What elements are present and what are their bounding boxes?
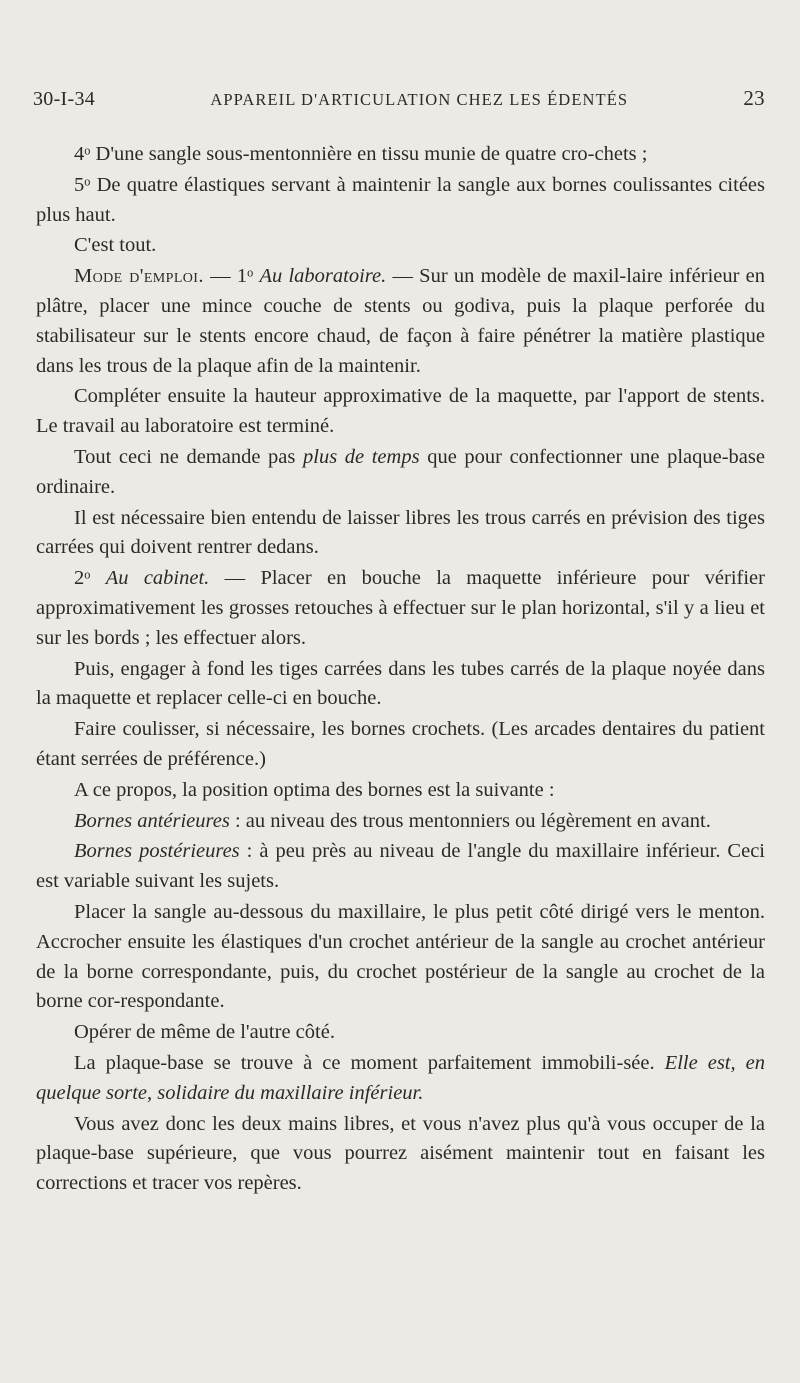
paragraph-text: : à peu près au niveau de l'angle du maxillaire inférieur. Ceci est variable suivant les sujets. xyxy=(36,840,766,893)
paragraph-mode-emploi xyxy=(36,262,765,381)
item-number: 2 xyxy=(74,567,85,590)
item-number: 4 xyxy=(74,143,85,165)
paragraph-bornes-anterieures xyxy=(36,807,765,837)
paragraph-item-4 xyxy=(36,140,765,170)
paragraph: Puis, engager à fond les tiges carrées dans les tubes carrés de la plaque noyée dans la maquette et replacer celle-ci en bouche. xyxy=(36,657,765,710)
paragraph-au-cabinet xyxy=(36,564,765,653)
section-label: Mode d'emploi. xyxy=(74,265,204,288)
paragraph: Faire coulisser, si nécessaire, les bornes crochets. (Les arcades dentaires du patient étant serrées de préférence.) xyxy=(36,718,765,770)
paragraph-bornes-posterieures xyxy=(36,837,765,897)
body-text xyxy=(36,140,765,1199)
header-title: APPAREIL D'ARTICULATION CHEZ LES ÉDENTÉS xyxy=(210,90,629,109)
paragraph-text: : au niveau des trous mentonniers ou légèrement en avant. xyxy=(229,809,711,832)
paragraph: C'est tout. xyxy=(74,234,157,257)
paragraph-text: La plaque-base se trouve à ce moment parfaitement immobili-sée. xyxy=(74,1051,665,1074)
ordinal-mark: o xyxy=(84,567,91,582)
paragraph-text: — Placer en bouche la maquette inférieure pour vérifier approximativement les grosses retouches à effectuer sur le plan horizontal, s'il y a lieu et sur les bords ; les effectuer alors. xyxy=(36,567,765,649)
item-number: 5 xyxy=(74,173,85,196)
paragraph xyxy=(36,1049,765,1109)
emphasis: Elle est, en quelque sorte, solidaire du maxillaire inférieur. xyxy=(36,1051,766,1104)
paragraph-item-5 xyxy=(36,171,765,231)
dash: — xyxy=(203,265,237,288)
running-header xyxy=(33,86,765,111)
paragraph: Vous avez donc les deux mains libres, et vous n'avez plus qu'à vous occuper de la plaque-base supérieure, que vous pourrez aisément maintenir tout en faisant les corrections et tracer vos repères. xyxy=(36,1112,765,1195)
paragraph-text: Tout ceci ne demande pas xyxy=(74,445,303,468)
paragraph: Opérer de même de l'autre côté. xyxy=(74,1021,335,1044)
emphasis: Bornes postérieures xyxy=(74,840,240,863)
paragraph: Compléter ensuite la hauteur approximative de la maquette, par l'apport de stents. Le travail au laboratoire est terminé. xyxy=(36,385,765,438)
header-date: 30-I-34 xyxy=(33,88,96,110)
subsection-title: Au laboratoire. xyxy=(259,265,387,288)
emphasis: Bornes antérieures xyxy=(74,809,230,832)
paragraph-text: De quatre élastiques servant à maintenir la sangle aux bornes coulissantes citées plus haut. xyxy=(36,173,765,226)
page-number: 23 xyxy=(743,86,765,110)
ordinal-mark: o xyxy=(247,265,254,280)
paragraph-text: D'une sangle sous-mentonnière en tissu munie de quatre cro-chets ; xyxy=(95,143,648,165)
paragraph-text: que pour confectionner une plaque-base ordinaire. xyxy=(36,445,765,498)
paragraph: Placer la sangle au-dessous du maxillaire, le plus petit côté dirigé vers le menton. Accrocher ensuite les élastiques d'un crochet antérieur de la sangle au crochet antérieur de la borne correspondante, puis, du crochet postérieur de la sangle au crochet de la borne cor-respondante. xyxy=(36,900,765,1013)
paragraph-text: — Sur un modèle de maxil-laire inférieur en plâtre, placer une mince couche de stents ou godiva, puis la plaque perforée du stabilisateur sur le stents encore chaud, de façon à faire pénétrer la matière plastique dans les trous de la plaque afin de la maintenir. xyxy=(36,265,766,377)
ordinal-mark: o xyxy=(84,174,91,189)
paragraph xyxy=(36,443,765,503)
paragraph: Il est nécessaire bien entendu de laisser libres les trous carrés en prévision des tiges carrées qui doivent rentrer dedans. xyxy=(36,506,765,559)
ordinal-mark: o xyxy=(84,143,91,158)
item-number: 1 xyxy=(236,265,248,288)
emphasis: plus de temps xyxy=(303,445,420,468)
subsection-title: Au cabinet. xyxy=(105,567,210,590)
paragraph: A ce propos, la position optima des bornes est la suivante : xyxy=(74,778,555,801)
